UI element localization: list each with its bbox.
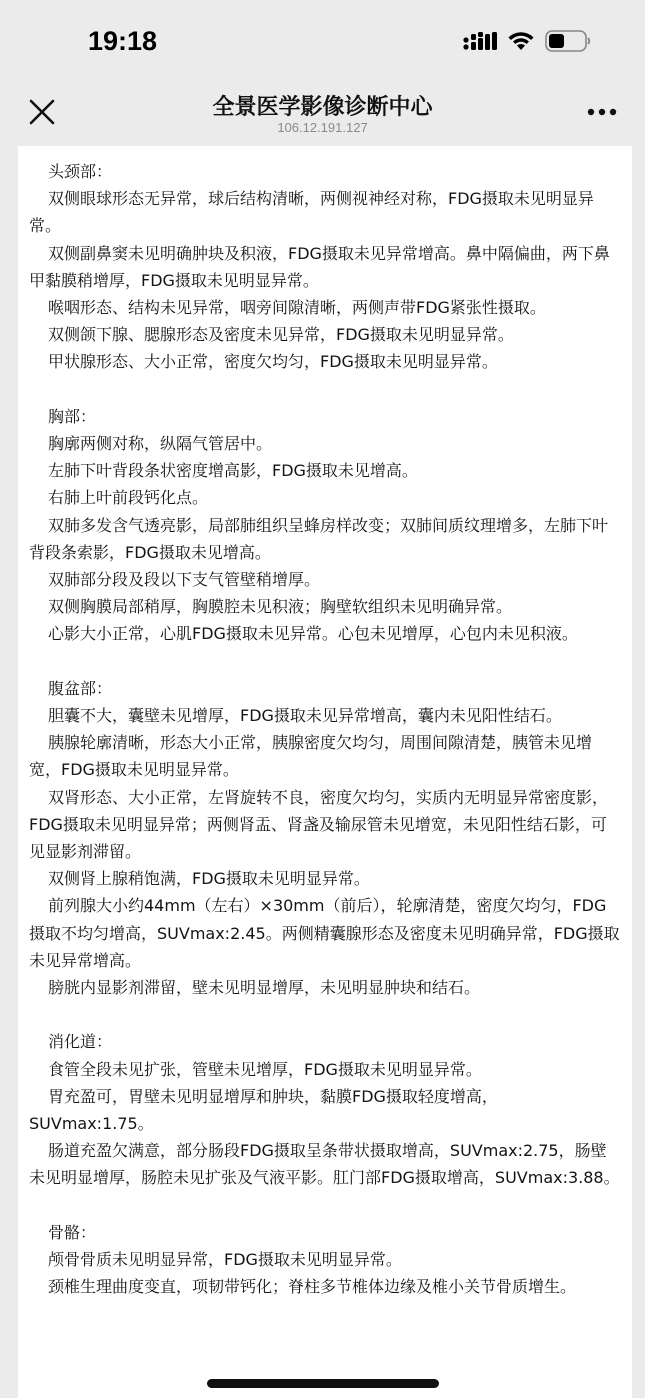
battery-icon	[545, 30, 591, 52]
report-paragraph: 颈椎生理曲度变直，项韧带钙化；脊柱多节椎体边缘及椎小关节骨质增生。	[48, 1277, 577, 1297]
section-title: 头颈部：	[48, 162, 113, 181]
report-section-bone	[29, 1219, 620, 1301]
report-paragraph: 双肾形态、大小正常，左肾旋转不良，密度欠均匀，实质内无明显异常密度影，FDG摄取未见明显异常；两侧肾盂、肾盏及输尿管未见增宽，未见阳性结石影，可见显影剂滞留。	[29, 787, 609, 862]
report-paragraph: 食管全段未见扩张，管壁未见增厚，FDG摄取未见明显异常。	[48, 1059, 482, 1079]
report-paragraph: 双肺部分段及段以下支气管壁稍增厚。	[48, 570, 321, 590]
section-spacer	[29, 648, 620, 675]
report-paragraph: 喉咽形态、结构未见异常，咽旁间隙清晰，两侧声带FDG紧张性摄取。	[48, 298, 546, 318]
report-content	[18, 146, 632, 1398]
section-title: 腹盆部：	[48, 678, 113, 698]
nav-bar	[0, 86, 645, 146]
report-paragraph: 双侧肾上腺稍饱满，FDG摄取未见明显异常。	[48, 869, 370, 889]
home-indicator[interactable]	[207, 1379, 439, 1388]
report-paragraph: 胰腺轮廓清晰，形态大小正常，胰腺密度欠均匀，周围间隙清楚，胰管未见增宽，FDG摄取未见明显异常。	[29, 733, 593, 780]
report-section-chest	[29, 403, 620, 648]
report-paragraph: 颅骨骨质未见明显异常，FDG摄取未见明显异常。	[48, 1250, 402, 1270]
report-paragraph: 右肺上叶前段钙化点。	[48, 488, 209, 508]
cellular-signal-icon	[463, 31, 497, 51]
status-time: 19:18	[88, 26, 158, 56]
page-title: 全景医学影像诊断中心	[212, 95, 433, 120]
report-paragraph: 心影大小正常，心肌FDG摄取未见异常。心包未见增厚，心包内未见积液。	[48, 624, 578, 644]
report-paragraph: 双侧副鼻窦未见明确肿块及积液，FDG摄取未见异常增高。鼻中隔偏曲，两下鼻甲黏膜稍增厚，FDG摄取未见明显异常。	[29, 243, 610, 290]
report-paragraph: 双肺多发含气透亮影，局部肺组织呈蜂房样改变；双肺间质纹理增多，左肺下叶背段条索影，FDG摄取未见增高。	[29, 515, 609, 562]
section-title: 骨骼：	[48, 1222, 97, 1242]
report-paragraph: 肠道充盈欠满意，部分肠段FDG摄取呈条带状摄取增高，SUVmax:2.75，肠壁未见明显增厚，肠腔未见扩张及气液平影。肛门部FDG摄取增高，SUVmax:3.88。	[29, 1141, 620, 1188]
report-paragraph: 甲状腺形态、大小正常，密度欠均匀，FDG摄取未见明显异常。	[48, 352, 498, 372]
report-paragraph: 双侧胸膜局部稍厚，胸膜腔未见积液；胸壁软组织未见明确异常。	[48, 597, 513, 617]
report-paragraph: 双侧颌下腺、腮腺形态及密度未见异常，FDG摄取未见明显异常。	[48, 325, 514, 345]
more-options-icon[interactable]	[587, 108, 617, 116]
report-paragraph: 胆囊不大，囊壁未见增厚，FDG摄取未见异常增高，囊内未见阳性结石。	[48, 706, 562, 726]
report-section-digestive	[29, 1028, 620, 1191]
wifi-icon	[507, 30, 535, 52]
section-title: 消化道：	[48, 1032, 113, 1052]
status-icons	[463, 30, 591, 52]
section-spacer	[29, 1001, 620, 1028]
section-spacer	[29, 1192, 620, 1219]
report-section-abdomen-pelvis	[29, 675, 620, 1001]
report-paragraph: 双侧眼球形态无异常，球后结构清晰，两侧视神经对称，FDG摄取未见明显异常。	[29, 189, 594, 236]
section-title: 胸部：	[48, 406, 97, 426]
report-paragraph: 胃充盈可，胃壁未见明显增厚和肿块，黏膜FDG摄取轻度增高，SUVmax:1.75。	[29, 1086, 498, 1134]
report-paragraph: 前列腺大小约44mm（左右）×30mm（前后），轮廓清楚，密度欠均匀，FDG摄取不均匀增高，SUVmax:2.45。两侧精囊腺形态及密度未见明确异常，FDG摄取未见异常增高。	[29, 896, 620, 970]
report-paragraph: 左肺下叶背段条状密度增高影，FDG摄取未见增高。	[48, 461, 418, 481]
report-paragraph: 胸廓两侧对称，纵隔气管居中。	[48, 434, 273, 454]
report-section-head-neck	[29, 158, 620, 376]
section-spacer	[29, 376, 620, 403]
status-bar	[0, 0, 645, 86]
report-paragraph: 膀胱内显影剂滞留，壁未见明显增厚，未见明显肿块和结石。	[48, 978, 481, 998]
page-url: 106.12.191.127	[277, 120, 368, 135]
